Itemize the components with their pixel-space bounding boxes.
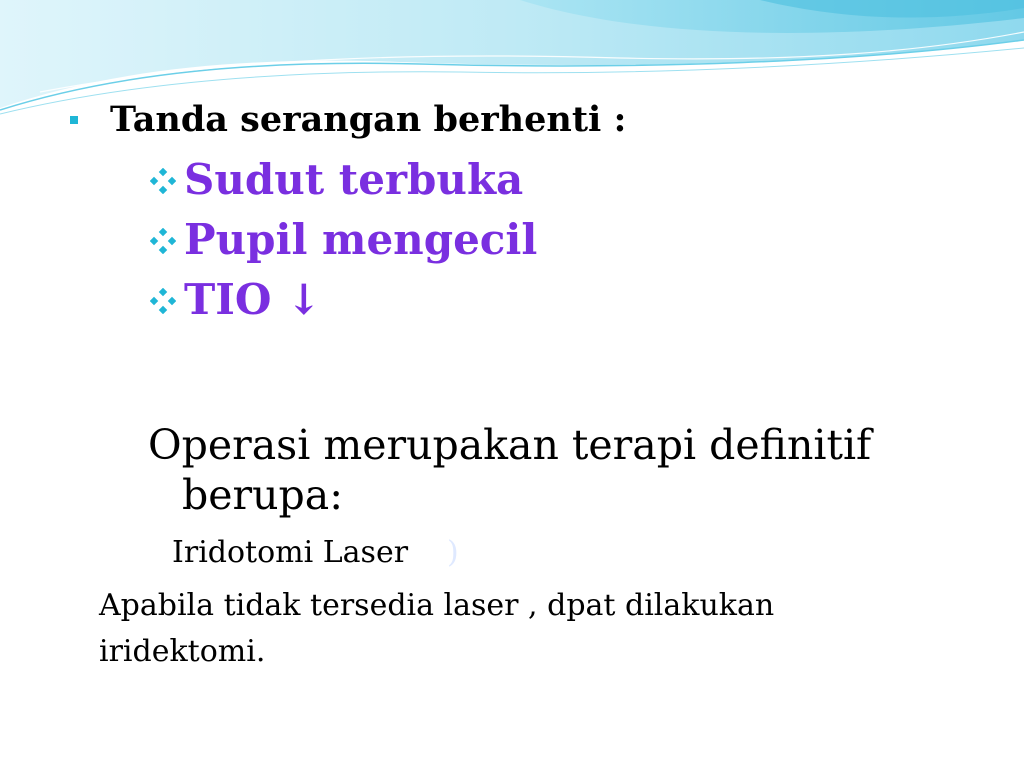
paragraph-line-1: Operasi merupakan terapi definitif <box>148 421 872 469</box>
procedure-text: Iridotomi Laser <box>172 535 409 570</box>
list-item-label: TIO ↓ <box>184 275 322 324</box>
list-item-label: Sudut terbuka <box>184 155 524 204</box>
diamond-bullet-icon <box>150 288 176 314</box>
procedure-paren: ) <box>447 535 459 570</box>
square-bullet-icon <box>70 116 78 124</box>
slide-heading: Tanda serangan berhenti : <box>110 99 627 140</box>
paragraph-line-2: berupa: <box>182 471 344 519</box>
list-item-label: Pupil mengecil <box>184 215 538 264</box>
diamond-bullet-icon <box>150 228 176 254</box>
diamond-bullet-icon <box>150 168 176 194</box>
note-line-2: iridektomi. <box>99 634 266 669</box>
note-line-1: Apabila tidak tersedia laser , dpat dilakukan <box>99 588 775 623</box>
